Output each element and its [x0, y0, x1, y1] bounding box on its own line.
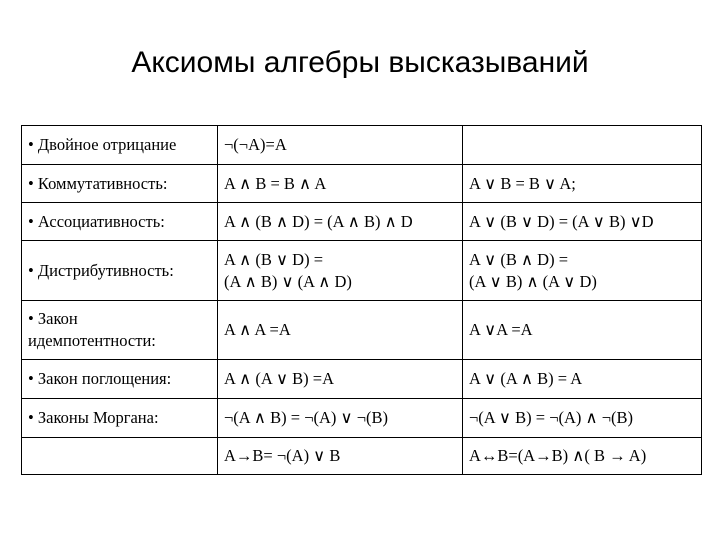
formula-cell: A ∧ A =A — [218, 301, 463, 360]
formula-cell: A ∧ (B ∧ D) = (A ∧ B) ∧ D — [218, 203, 463, 241]
table-row — [22, 241, 702, 301]
row-name-absorption: • Закон поглощения: — [22, 360, 218, 399]
formula-line: A ∧ (B ∨ D) = — [224, 249, 323, 269]
formula-cell: A ∧ B = B ∧ A — [218, 165, 463, 203]
formula-cell: ¬(A ∧ B) = ¬(A) ∨ ¬(B) — [218, 399, 463, 438]
table-row — [22, 399, 702, 438]
row-name-line: идемпотентности: — [28, 331, 156, 350]
row-name-double-negation: • Двойное отрицание — [22, 126, 218, 165]
table-row — [22, 360, 702, 399]
formula-cell: A ∨ (B ∨ D) = (A ∨ B) ∨D — [463, 203, 702, 241]
formula-line: A ∨ (B ∧ D) = — [469, 249, 568, 269]
row-name-empty — [22, 438, 218, 475]
formula-cell: A ∧ (A ∨ B) =A — [218, 360, 463, 399]
row-name-distributivity: • Дистрибутивность: — [22, 241, 218, 301]
formula-cell — [463, 126, 702, 165]
formula-line: (A ∧ B) ∨ (A ∧ D) — [224, 271, 352, 291]
formula-line: (A ∨ B) ∧ (A ∨ D) — [469, 271, 597, 291]
row-name-idempotence — [22, 301, 218, 360]
row-name-commutativity: • Коммутативность: — [22, 165, 218, 203]
table-row — [22, 203, 702, 241]
row-name-line: • Закон — [28, 309, 78, 328]
formula-cell: A ∨A =A — [463, 301, 702, 360]
formula-cell: ¬(A ∨ B) = ¬(A) ∧ ¬(B) — [463, 399, 702, 438]
formula-cell — [218, 241, 463, 301]
table-row — [22, 301, 702, 360]
table-row — [22, 165, 702, 203]
formula-cell: A ∨ B = B ∨ A; — [463, 165, 702, 203]
row-name-de-morgan: • Законы Моргана: — [22, 399, 218, 438]
row-name-associativity: • Ассоциативность: — [22, 203, 218, 241]
formula-cell: A↔B=(A→B) ∧( B → A) — [463, 438, 702, 475]
axioms-table — [21, 125, 702, 475]
slide-title: Аксиомы алгебры высказываний — [131, 46, 589, 79]
formula-cell: A ∨ (A ∧ B) = A — [463, 360, 702, 399]
formula-cell: A→B= ¬(A) ∨ B — [218, 438, 463, 475]
formula-cell — [463, 241, 702, 301]
formula-cell: ¬(¬A)=A — [218, 126, 463, 165]
table-row — [22, 438, 702, 475]
table-row — [22, 126, 702, 165]
